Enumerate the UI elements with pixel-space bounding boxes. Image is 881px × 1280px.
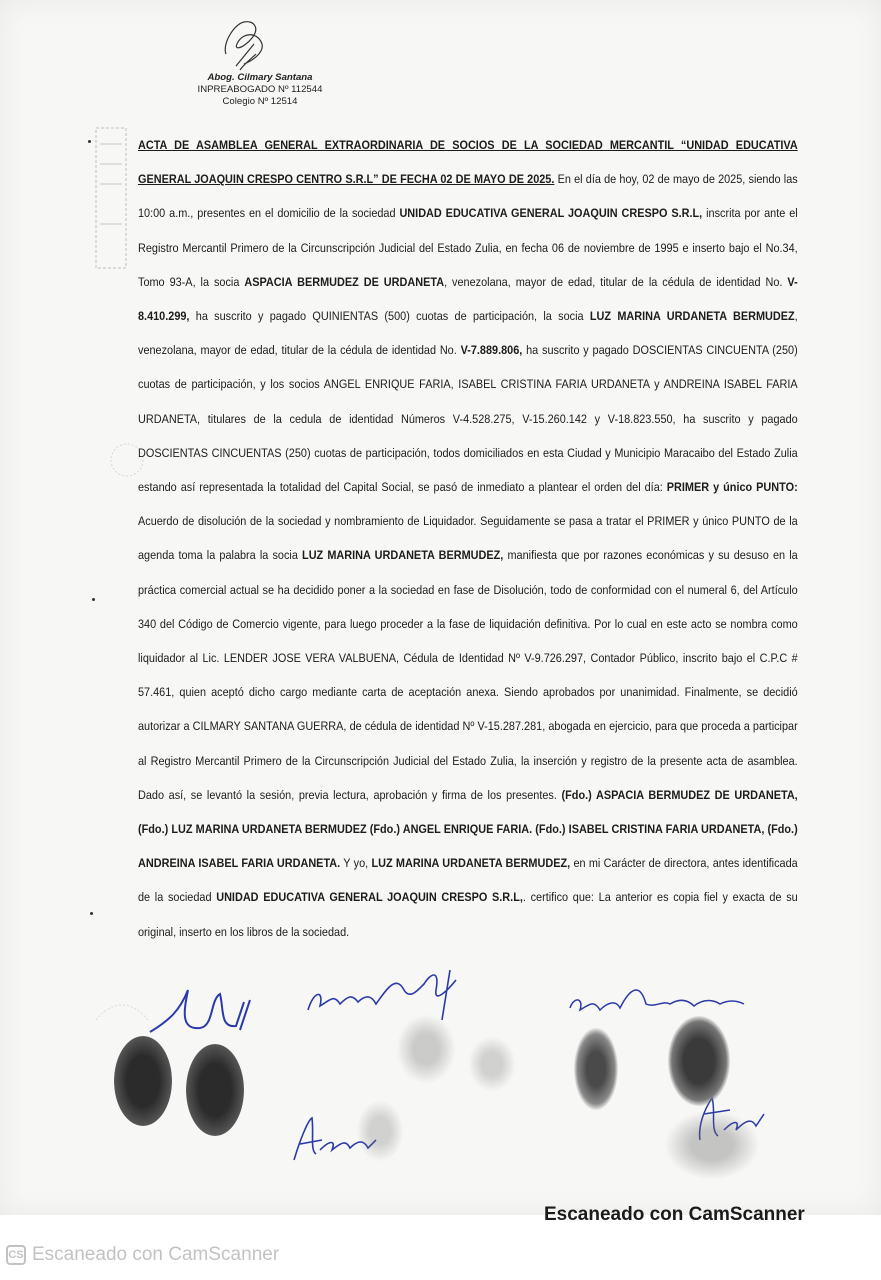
fingerprint-faint — [468, 1036, 516, 1092]
colegio-number: Colegio Nº 12514 — [222, 96, 298, 107]
camscanner-stamp: Escaneado con CamScanner — [544, 1204, 805, 1225]
act-text: ha suscrito y pagado DOSCIENTAS CINCUENTA (250) cuotas de participación, y los socios ANGEL ENRIQUE FARIA, ISABEL CRISTINA FARIA URDANETA y ANDREINA ISABEL FARIA URDANETA, titulares de la cedula de identidad Números V-4.528.275, V-15.260.142 y V-18.823.550, ha suscrito y pagado DOSCIENTAS CINCUENTAS (250) cuotas de participación, todos domiciliados en esta Ciudad y Municipio Maracaibo del Estado Zulia estando así representada la totalidad del Capital Social, se pasó de inmediato a plantear el orden del día: — [138, 343, 798, 495]
fingerprint-faint — [396, 1014, 456, 1084]
partner-name: LUZ MARINA URDANETA BERMUDEZ — [589, 309, 795, 324]
act-text: en mi Carácter de directora, antes identificada de la sociedad — [138, 856, 798, 905]
partner-name: LUZ MARINA URDANETA BERMUDEZ, — [371, 856, 571, 871]
act-text: manifiesta que por razones económicas y su desuso en la práctica comercial actual se ha decidido poner a la sociedad en fase de Disolución, todo de conformidad con el numeral 6, del Artículo 340 del Código de Comercio vigente, para luego proceder a la fase de liquidación definitiva. Por lo cual en este acto se nombra como liquidador al Lic. LENDER JOSE VERA VALBUENA, Cédula de Identidad Nº V-9.726.297, Contador Público, inscrito bajo el C.P.C # 57.461, quien aceptó dicho cargo mediante carta de aceptación anexa. Siendo aprobados por unanimidad. Finalmente, se decidió autorizar a CILMARY SANTANA GUERRA, de cédula de identidad Nº V-15.287.281, abogada en ejercicio, para que proceda a participar al Registro Mercantil Primero de la Circunscripción Judicial del Estado Zulia, la inserción y registro de la presente acta de asamblea. Dado así, se levantó la sesión, previa lectura, aprobación y firma de los presentes. — [138, 548, 798, 802]
camscanner-watermark-text: Escaneado con CamScanner — [32, 1244, 280, 1265]
lawyer-name: Abog. Cilmary Santana — [207, 72, 313, 83]
registry-stamp — [92, 124, 132, 274]
inpreabogado-number: INPREABOGADO Nº 112544 — [197, 84, 323, 95]
company-name: UNIDAD EDUCATIVA GENERAL JOAQUIN CRESPO S.R.L, — [216, 890, 523, 905]
act-text: Y yo, — [340, 856, 372, 871]
agenda-point: PRIMER y único PUNTO: — [666, 480, 798, 495]
fingerprint-faint — [356, 1100, 404, 1162]
signature-aspacia — [300, 960, 470, 1030]
act-title: ACTA DE ASAMBLEA GENERAL EXTRAORDINARIA DE SOCIOS DE LA SOCIEDAD MERCANTIL “UNIDAD EDUCATIVA GENERAL JOAQUIN CRESPO CENTRO S.R.L” DE FECHA 02 DE MAYO DE 2025. — [138, 138, 798, 187]
camscanner-logo-icon: CS — [6, 1245, 26, 1265]
id-number: V-7.889.806, — [460, 343, 523, 358]
act-text: inscrita por ante el Registro Mercantil Primero de la Circunscripción Judicial del Estado Zulia, en fecha 06 de noviembre de 1995 e inserto bajo el No.34, Tomo 93-A, la socia — [138, 206, 798, 289]
partner-name: ASPACIA BERMUDEZ DE URDANETA — [244, 274, 445, 289]
signature-angel-faria — [560, 978, 750, 1028]
camscanner-watermark — [6, 1244, 279, 1266]
act-text: , venezolana, mayor de edad, titular de la cédula de identidad No. — [138, 309, 798, 358]
act-text: . certifico que: La anterior es copia fiel y exacta de su original, inserto en los libros de la sociedad. — [138, 890, 798, 939]
margin-dot — [92, 598, 95, 601]
signatures-area — [0, 960, 881, 1210]
margin-dot — [90, 912, 93, 915]
fingerprint — [574, 1028, 618, 1110]
lawyer-signature — [214, 14, 274, 76]
act-text: , venezolana, mayor de edad, titular de la cédula de identidad No. — [444, 274, 788, 289]
signatories-list: (Fdo.) ASPACIA BERMUDEZ DE URDANETA, (Fdo.) LUZ MARINA URDANETA BERMUDEZ (Fdo.) ANGEL ENRIQUE FARIA. (Fdo.) ISABEL CRISTINA FARIA URDANETA, (Fdo.) ANDREINA ISABEL FARIA URDANETA. — [138, 787, 798, 871]
act-body — [138, 128, 798, 949]
lawyer-header — [170, 72, 350, 108]
signature-luz-marina — [140, 980, 260, 1050]
act-text: En el día de hoy, 02 de mayo de 2025, siendo las 10:00 a.m., presentes en el domicilio de la sociedad — [138, 172, 798, 221]
fingerprint — [186, 1044, 244, 1136]
company-name: UNIDAD EDUCATIVA GENERAL JOAQUIN CRESPO S.R.L, — [399, 206, 703, 221]
id-number: V-8.410.299, — [138, 274, 798, 324]
fingerprint-faint — [664, 1110, 760, 1180]
act-text: Acuerdo de disolución de la sociedad y nombramiento de Liquidador. Seguidamente se pasa a tratar el PRIMER y único PUNTO de la agenda toma la palabra la socia — [138, 514, 798, 563]
margin-dot — [88, 140, 91, 143]
act-text: ha suscrito y pagado QUINIENTAS (500) cuotas de participación, la socia — [189, 309, 590, 324]
fingerprint — [668, 1016, 730, 1106]
fingerprint — [114, 1036, 172, 1126]
partner-name: LUZ MARINA URDANETA BERMUDEZ, — [302, 548, 504, 563]
